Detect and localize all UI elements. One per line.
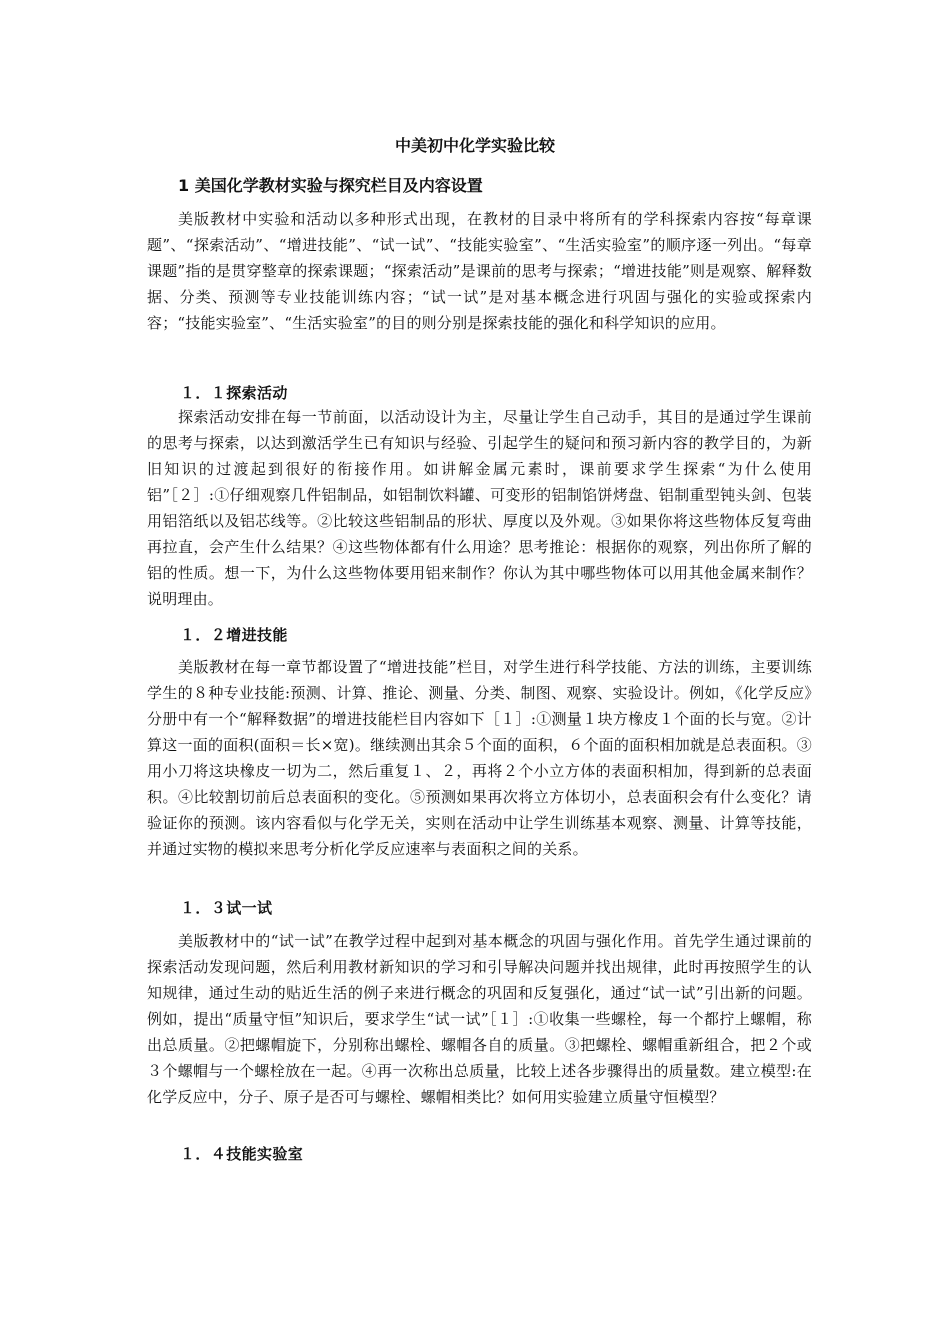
intro-paragraph: 美版教材中实验和活动以多种形式出现，在教材的目录中将所有的学科探索内容按“每章课题”、“探索活动”、“增进技能”、“试一试”、“技能实验室”、“生活实验室”的顺序逐一列出。“每章课题”指的是贯穿整章的探索课题；“探索活动”是课前的思考与探索；“增进技能”则是观察、解释数据、分类、预测等专业技能训练内容；“试一试”是对基本概念进行巩固与强化的实验或探索内容；“技能实验室”、“生活实验室”的目的则分别是探索技能的强化和科学知识的应用。: [147, 210, 812, 332]
subsection-paragraph-try-it: 美版教材中的“试一试”在教学过程中起到对基本概念的巩固与强化作用。首先学生通过课前的探索活动发现问题，然后利用教材新知识的学习和引导解决问题并找出规律，此时再按照学生的认知规律，通过生动的贴近生活的例子来进行概念的巩固和反复强化，通过“试一试”引出新的问题。例如，提出“质量守恒”知识后，要求学生“试一试”［１］:①收集一些螺栓，每一个都拧上螺帽，称出总质量。②把螺帽旋下，分别称出螺栓、螺帽各自的质量。③把螺栓、螺帽重新组合，把２个或３个螺帽与一个螺栓放在一起。④再一次称出总质量，比较上述各步骤得出的质量数。建立模型:在化学反应中，分子、原子是否可与螺栓、螺帽相类比？如何用实验建立质量守恒模型？: [147, 932, 812, 1106]
subsection-heading-skill-building: １．２增进技能: [180, 626, 288, 644]
document-title: 中美初中化学实验比较: [394, 136, 555, 155]
section-heading: 1 美国化学教材实验与探究栏目及内容设置: [178, 176, 483, 195]
subsection-heading-explore-activity: １．１探索活动: [180, 384, 288, 402]
subsection-paragraph-explore-activity: 探索活动安排在每一节前面，以活动设计为主，尽量让学生自己动手，其目的是通过学生课前的思考与探索，以达到激活学生已有知识与经验、引起学生的疑问和预习新内容的教学目的，为新旧知识的过渡起到很好的衔接作用。如讲解金属元素时，课前要求学生探索“为什么使用铝”［２］:①仔细观察几件铝制品，如铝制饮料罐、可变形的铝制馅饼烤盘、铝制重型钝头剑、包装用铝箔纸以及铝芯线等。②比较这些铝制品的形状、厚度以及外观。③如果你将这些物体反复弯曲再拉直，会产生什么结果？④这些物体都有什么用途？思考推论：根据你的观察，列出你所了解的铝的性质。想一下，为什么这些物体要用铝来制作？你认为其中哪些物体可以用其他金属来制作？说明理由。: [147, 408, 812, 608]
subsection-heading-skill-lab: １．４技能实验室: [180, 1145, 304, 1163]
subsection-paragraph-skill-building: 美版教材在每一章节都设置了“增进技能”栏目，对学生进行科学技能、方法的训练，主要训练学生的８种专业技能:预测、计算、推论、测量、分类、制图、观察、实验设计。例如，《化学反应》分册中有一个“解释数据”的增进技能栏目内容如下［１］:①测量１块方橡皮１个面的长与宽。②计算这一面的面积(面积＝长×宽)。继续测出其余５个面的面积，６个面的面积相加就是总表面积。③用小刀将这块橡皮一切为二，然后重复１、２，再将２个小立方体的表面积相加，得到新的总表面积。④比较割切前后总表面积的变化。⑤预测如果再次将立方体切小，总表面积会有什么变化？请验证你的预测。该内容看似与化学无关，实则在活动中让学生训练基本观察、测量、计算等技能，并通过实物的模拟来思考分析化学反应速率与表面积之间的关系。: [147, 658, 812, 858]
subsection-heading-try-it: １．３试一试: [180, 899, 273, 917]
